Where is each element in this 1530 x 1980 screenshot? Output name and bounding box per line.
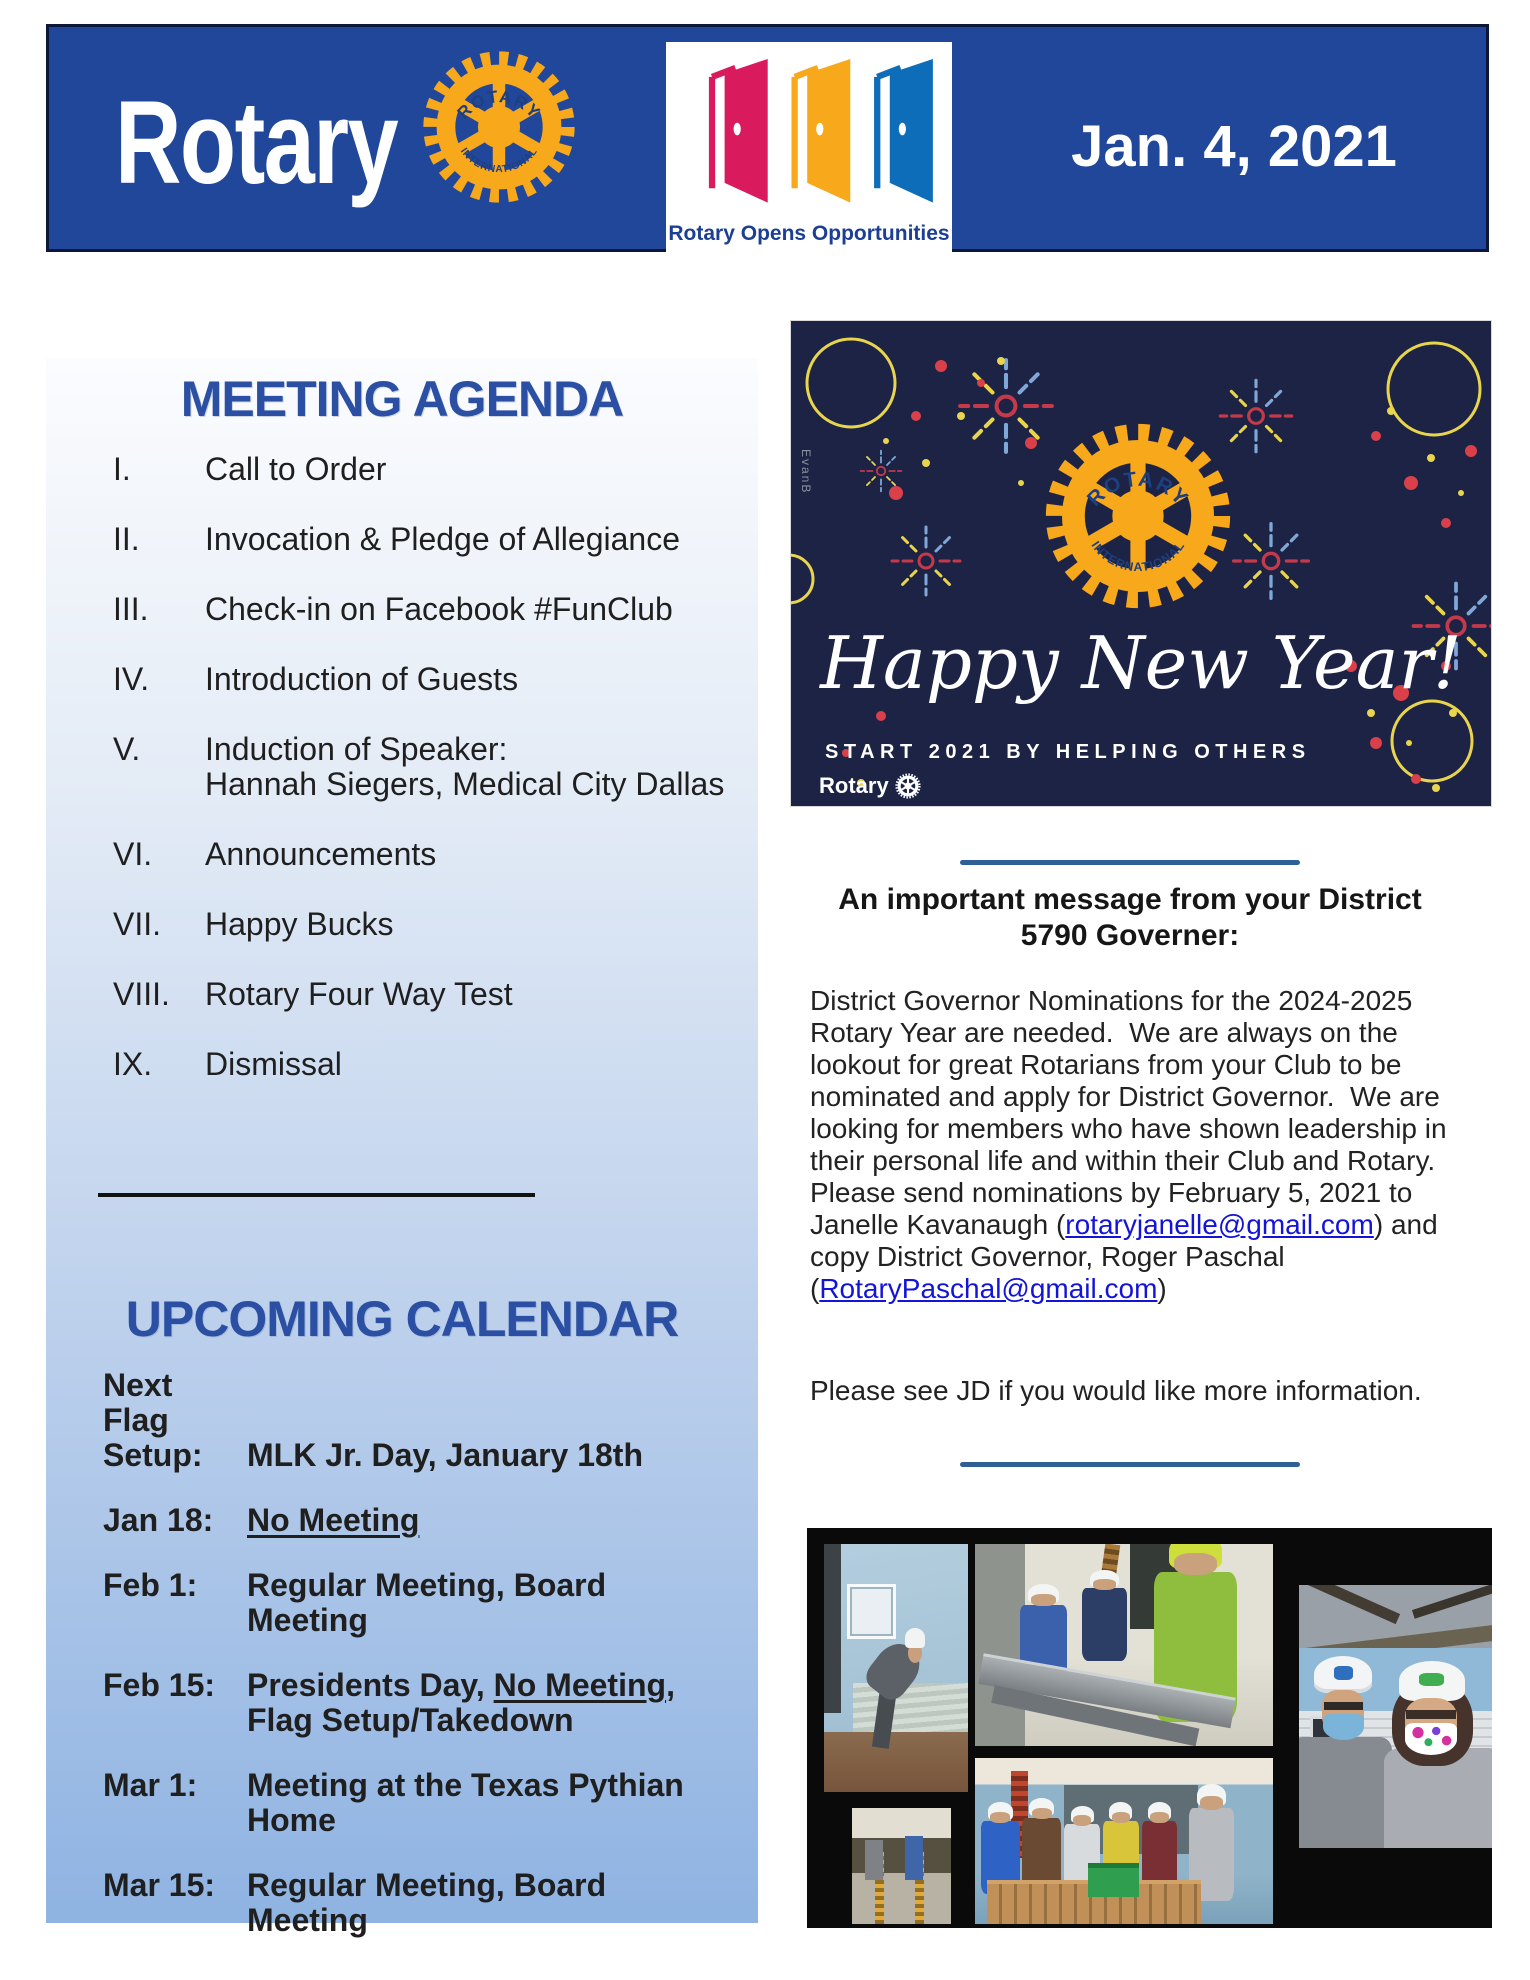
calendar-text: MLK Jr. Day, January 18th (247, 1437, 643, 1473)
message-heading (810, 882, 1450, 954)
rotary-wheel-logo (421, 49, 577, 205)
photo-siding-carry (975, 1544, 1273, 1746)
card-brand-label: Rotary (819, 773, 889, 798)
card-headline: Happy New Year! (820, 621, 1462, 705)
rotary-wheel-graphic (1043, 421, 1233, 611)
agenda-text: Rotary Four Way Test (205, 976, 513, 1012)
meeting-agenda-title: MEETING AGENDA (180, 371, 624, 427)
calendar-label: Mar 1: (103, 1767, 198, 1803)
calendar-text: Regular Meeting, Board Meeting (247, 1567, 607, 1638)
photo-group-worktable (975, 1758, 1273, 1924)
agenda-item (113, 452, 734, 487)
photo-siding-install (824, 1544, 968, 1792)
agenda-list (113, 452, 734, 1117)
agenda-text: Happy Bucks (205, 906, 394, 942)
agenda-numeral: IX. (113, 1046, 153, 1082)
email-link[interactable]: RotaryPaschal@gmail.com (819, 1273, 1158, 1304)
agenda-numeral: VII. (113, 906, 162, 942)
card-subline: START 2021 BY HELPING OTHERS (825, 741, 1311, 763)
agenda-text: Call to Order (205, 451, 387, 487)
rotary-wordmark: Rotary (115, 77, 398, 209)
calendar-label: Mar 15: (103, 1867, 216, 1903)
agenda-numeral: II. (113, 521, 140, 557)
agenda-text: Dismissal (205, 1046, 342, 1082)
agenda-numeral: VIII. (113, 976, 170, 1012)
issue-date: Jan. 4, 2021 (1071, 114, 1397, 179)
agenda-numeral: IV. (113, 661, 150, 697)
calendar-row (103, 1768, 728, 1838)
agenda-numeral: VI. (113, 836, 153, 872)
calendar-row (103, 1503, 728, 1538)
photo-masked-selfie (1299, 1585, 1492, 1848)
calendar-text: Meeting at the Texas Pythian Home (247, 1767, 684, 1838)
calendar-row (103, 1568, 728, 1638)
agenda-item (113, 1047, 734, 1082)
agenda-item (113, 837, 734, 872)
wheel-label-top: ROTARY (1082, 467, 1194, 511)
calendar-text: Presidents Day, No Meeting, Flag Setup/Takedown (247, 1667, 675, 1738)
agenda-item (113, 662, 734, 697)
calendar-text: No Meeting (247, 1502, 420, 1538)
section-divider (98, 1193, 535, 1197)
blue-divider (960, 1462, 1300, 1467)
agenda-numeral: V. (113, 731, 141, 767)
photo-credit: EvanB (799, 449, 813, 495)
rotary-opens-opportunities-logo (666, 42, 952, 252)
brand-wheel-icon (895, 773, 921, 799)
agenda-text: Announcements (205, 836, 437, 872)
calendar-row (103, 1868, 728, 1938)
agenda-text: Check-in on Facebook #FunClub (205, 591, 673, 627)
message-heading-line1: An important message from your District (838, 883, 1422, 916)
calendar-label: Feb 15: (103, 1667, 216, 1703)
header-banner (46, 24, 1489, 252)
agenda-item (113, 592, 734, 627)
message-note: Please see JD if you would like more information. (810, 1375, 1422, 1406)
calendar-text: Regular Meeting, Board Meeting (247, 1867, 607, 1938)
happy-new-year-card (790, 320, 1492, 807)
wheel-label-bottom: INTERNATIONAL (457, 146, 541, 176)
agenda-panel (46, 358, 758, 1938)
calendar-list (103, 1368, 728, 1968)
calendar-label: Next Flag Setup: (103, 1367, 203, 1473)
agenda-numeral: III. (113, 591, 149, 627)
agenda-numeral: I. (113, 451, 131, 487)
agenda-item (113, 732, 734, 802)
calendar-label: Jan 18: (103, 1502, 214, 1538)
doors-icon (678, 50, 940, 208)
message-heading-line2: 5790 Governer: (1020, 919, 1240, 952)
photo-ladder-work (852, 1808, 951, 1924)
agenda-text: Introduction of Guests (205, 661, 519, 697)
upcoming-calendar-title: UPCOMING CALENDAR (125, 1291, 679, 1347)
calendar-row (103, 1368, 728, 1473)
agenda-item (113, 907, 734, 942)
card-brand (819, 773, 921, 799)
calendar-row (103, 1668, 728, 1738)
agenda-text: Induction of Speaker: Hannah Siegers, Medical City Dallas (205, 731, 725, 802)
calendar-label: Feb 1: (103, 1567, 198, 1603)
doors-caption: Rotary Opens Opportunities (668, 222, 950, 245)
agenda-text: Invocation & Pledge of Allegiance (205, 521, 680, 557)
blue-divider (960, 860, 1300, 865)
photo-collage (807, 1528, 1492, 1928)
email-link[interactable]: rotaryjanelle@gmail.com (1065, 1209, 1374, 1240)
wheel-label-top: ROTARY (452, 86, 546, 123)
agenda-item (113, 977, 734, 1012)
message-body: District Governor Nominations for the 2024-2025 Rotary Year are needed. We are always on the lookout for great Rotarians from your Club to be nominated and apply for District Governor. We are looking for members who have shown leadership in their personal life and within their Club and Rotary. Please send nominations by February 5, 2021 to Janelle Kavanaugh (rotaryjanelle@gmail.com) and copy District Governor, Roger Paschal (RotaryPaschal@gmail.com) (810, 985, 1455, 1304)
agenda-item (113, 522, 734, 557)
wheel-label-bottom: INTERNATIONAL (1088, 538, 1188, 575)
